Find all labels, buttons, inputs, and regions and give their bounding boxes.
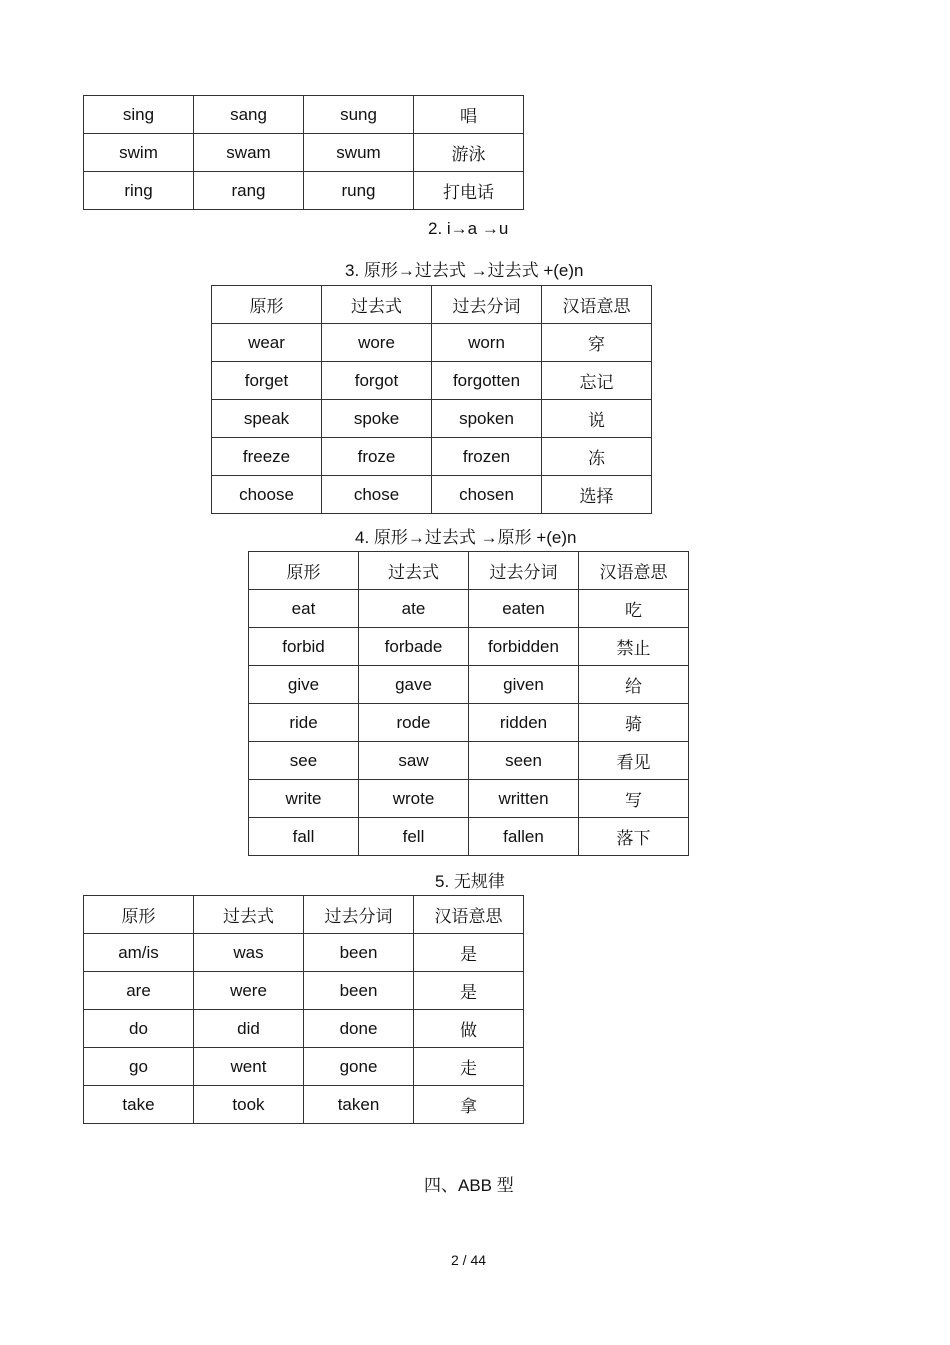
table-cell: ride xyxy=(249,704,359,742)
verb-table-irregular xyxy=(83,895,524,1124)
table-row xyxy=(84,1010,524,1048)
table-cell: 选择 xyxy=(542,476,652,514)
table-cell: ring xyxy=(84,172,194,210)
verb-table-i-a-u xyxy=(83,95,524,210)
table-cell: 原形 xyxy=(212,286,322,324)
table-cell: frozen xyxy=(432,438,542,476)
table-cell: eat xyxy=(249,590,359,628)
table-cell: spoke xyxy=(322,400,432,438)
table-cell: wrote xyxy=(359,780,469,818)
table-cell: 过去分词 xyxy=(304,896,414,934)
table-cell: fallen xyxy=(469,818,579,856)
table-cell: eaten xyxy=(469,590,579,628)
table-cell: 过去式 xyxy=(322,286,432,324)
table-row xyxy=(249,704,689,742)
table-cell: 汉语意思 xyxy=(542,286,652,324)
section-heading: 四、ABB 型 xyxy=(424,1176,514,1195)
table-row xyxy=(249,818,689,856)
table-cell: 汉语意思 xyxy=(579,552,689,590)
table-header-row xyxy=(249,552,689,590)
table-cell: 做 xyxy=(414,1010,524,1048)
table-cell: been xyxy=(304,972,414,1010)
table-cell: wear xyxy=(212,324,322,362)
table-cell: 走 xyxy=(414,1048,524,1086)
table-cell: 原形 xyxy=(84,896,194,934)
table-cell: 汉语意思 xyxy=(414,896,524,934)
table-cell: do xyxy=(84,1010,194,1048)
caption-group-2: 2. i→a →u xyxy=(428,219,509,238)
table-cell: am/is xyxy=(84,934,194,972)
table-cell: 说 xyxy=(542,400,652,438)
caption-group-4: 4. 原形→过去式 →原形 +(e)n xyxy=(355,528,577,547)
table-cell: forbidden xyxy=(469,628,579,666)
table-cell: fall xyxy=(249,818,359,856)
table-cell: see xyxy=(249,742,359,780)
table-cell: 过去式 xyxy=(359,552,469,590)
table-cell: fell xyxy=(359,818,469,856)
table-cell: worn xyxy=(432,324,542,362)
table-cell: sung xyxy=(304,96,414,134)
table-cell: 过去式 xyxy=(194,896,304,934)
table-cell: 忘记 xyxy=(542,362,652,400)
table-row xyxy=(249,742,689,780)
table-cell: 拿 xyxy=(414,1086,524,1124)
table-cell: sing xyxy=(84,96,194,134)
caption-group-5: 5. 无规律 xyxy=(435,872,505,891)
table-cell: 穿 xyxy=(542,324,652,362)
table-cell: forgotten xyxy=(432,362,542,400)
table-cell: 看见 xyxy=(579,742,689,780)
table-cell: 原形 xyxy=(249,552,359,590)
table-cell: 骑 xyxy=(579,704,689,742)
table-row xyxy=(249,628,689,666)
table-cell: forbid xyxy=(249,628,359,666)
table-cell: froze xyxy=(322,438,432,476)
table-cell: done xyxy=(304,1010,414,1048)
table-cell: ridden xyxy=(469,704,579,742)
table-cell: write xyxy=(249,780,359,818)
table-cell: written xyxy=(469,780,579,818)
table-row xyxy=(212,400,652,438)
table-cell: forgot xyxy=(322,362,432,400)
table-row xyxy=(249,666,689,704)
page-number: 2 / 44 xyxy=(451,1252,487,1268)
table-row xyxy=(212,362,652,400)
table-cell: went xyxy=(194,1048,304,1086)
table-row xyxy=(249,590,689,628)
table-cell: freeze xyxy=(212,438,322,476)
table-cell: 唱 xyxy=(414,96,524,134)
table-cell: saw xyxy=(359,742,469,780)
table-cell: were xyxy=(194,972,304,1010)
table-row xyxy=(84,172,524,210)
table-row xyxy=(84,96,524,134)
table-cell: taken xyxy=(304,1086,414,1124)
verb-table-group-3 xyxy=(211,285,652,514)
table-row xyxy=(84,1048,524,1086)
table-cell: 吃 xyxy=(579,590,689,628)
table-cell: did xyxy=(194,1010,304,1048)
table-row xyxy=(249,780,689,818)
table-cell: chosen xyxy=(432,476,542,514)
table-cell: spoken xyxy=(432,400,542,438)
table-cell: give xyxy=(249,666,359,704)
table-row xyxy=(84,934,524,972)
table-cell: 冻 xyxy=(542,438,652,476)
table-cell: seen xyxy=(469,742,579,780)
table-cell: 打电话 xyxy=(414,172,524,210)
table-cell: took xyxy=(194,1086,304,1124)
table-cell: speak xyxy=(212,400,322,438)
table-cell: 是 xyxy=(414,934,524,972)
table-cell: swim xyxy=(84,134,194,172)
table-cell: swum xyxy=(304,134,414,172)
table-cell: rang xyxy=(194,172,304,210)
table-cell: 是 xyxy=(414,972,524,1010)
table-row xyxy=(84,972,524,1010)
table-cell: gone xyxy=(304,1048,414,1086)
table-cell: rung xyxy=(304,172,414,210)
table-cell: 禁止 xyxy=(579,628,689,666)
table-cell: wore xyxy=(322,324,432,362)
table-cell: been xyxy=(304,934,414,972)
table-cell: gave xyxy=(359,666,469,704)
table-cell: 给 xyxy=(579,666,689,704)
table-cell: are xyxy=(84,972,194,1010)
table-row xyxy=(84,134,524,172)
caption-group-3: 3. 原形→过去式 →过去式 +(e)n xyxy=(345,261,584,280)
table-cell: take xyxy=(84,1086,194,1124)
table-row xyxy=(212,476,652,514)
table-row xyxy=(212,438,652,476)
table-cell: forget xyxy=(212,362,322,400)
verb-table-group-4 xyxy=(248,551,689,856)
table-cell: ate xyxy=(359,590,469,628)
table-header-row xyxy=(84,896,524,934)
table-cell: choose xyxy=(212,476,322,514)
table-cell: 过去分词 xyxy=(432,286,542,324)
table-row xyxy=(84,1086,524,1124)
table-cell: sang xyxy=(194,96,304,134)
table-cell: was xyxy=(194,934,304,972)
table-cell: chose xyxy=(322,476,432,514)
table-cell: 落下 xyxy=(579,818,689,856)
table-header-row xyxy=(212,286,652,324)
table-row xyxy=(212,324,652,362)
table-cell: swam xyxy=(194,134,304,172)
table-cell: 过去分词 xyxy=(469,552,579,590)
table-cell: given xyxy=(469,666,579,704)
table-cell: 游泳 xyxy=(414,134,524,172)
table-cell: 写 xyxy=(579,780,689,818)
table-cell: rode xyxy=(359,704,469,742)
table-cell: forbade xyxy=(359,628,469,666)
table-cell: go xyxy=(84,1048,194,1086)
